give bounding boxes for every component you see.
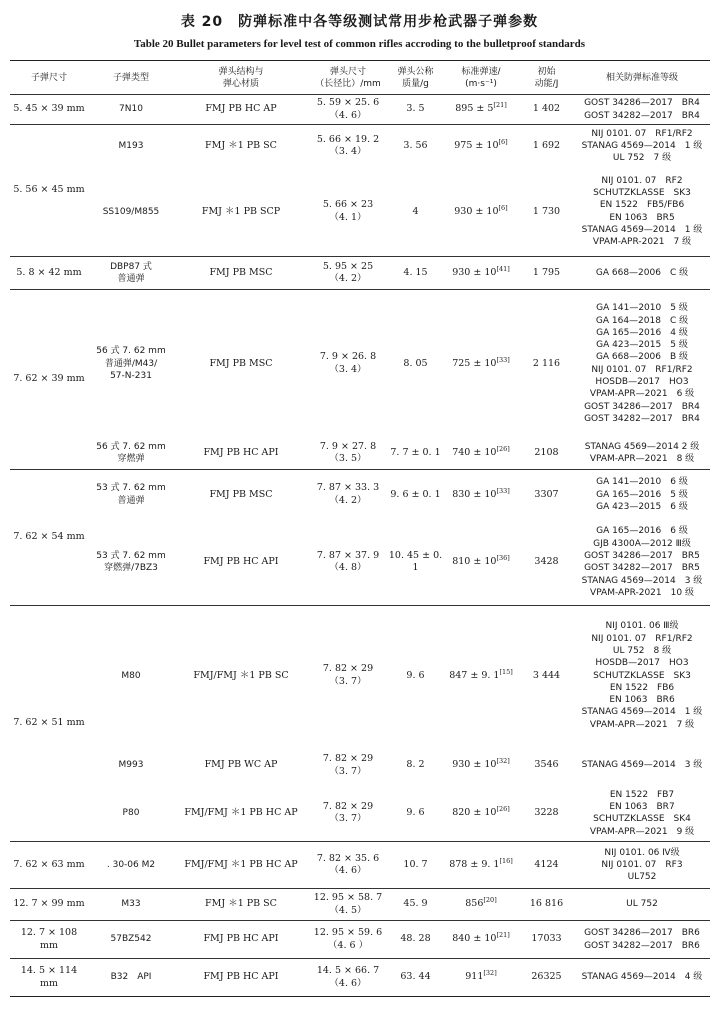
- cell-standards: GA 165—2016 6 级 GJB 4300A—2012 Ⅲ级 GOST 34286—2017 BR5 GOST 34282—2017 BR5 STANAG 4569—2014 3 级 VPAM-APR-2021 10 级: [581, 526, 703, 598]
- cell-standards: GA 141—2010 5 级 GA 164—2018 C 级 GA 165—2016 4 级 GA 423—2015 5 级 GA 668—2006 B 级 NIJ 0101. 07 RF1/RF2 HOSDB—2017 HO3 VPAM-APR—2021 6 级 GOST 34286—2017 BR4 GOST 34282—2017 BR4: [574, 290, 710, 438]
- cell-mass: 63. 44: [388, 959, 443, 997]
- table-row: [10, 125, 710, 168]
- cell-energy: 3546: [534, 759, 559, 771]
- cell-structure: FMJ ＊1 PB SCP: [201, 205, 281, 217]
- cell-structure: FMJ PB MSC: [174, 470, 308, 520]
- cell-mass: 9. 6 ± 0. 1: [388, 470, 443, 520]
- cell-size: 5. 59 × 25. 6 （4. 6）: [308, 95, 388, 125]
- cell-caliber: 14. 5 × 114 mm: [10, 959, 88, 997]
- cell-size: 7. 87 × 33. 3 （4. 2）: [308, 470, 388, 520]
- cell-standards: GOST 34286—2017 BR4 GOST 34282—2017 BR4: [574, 95, 710, 125]
- cell-size: 14. 5 × 66. 7 （4. 6）: [308, 959, 388, 997]
- cell-mass: 7. 7 ± 0. 1: [390, 447, 441, 459]
- cell-size: 12. 95 × 59. 6 （4. 6 ）: [308, 921, 388, 959]
- cell-type: DBP87 式 普通弹: [88, 257, 174, 290]
- cell-standards: NIJ 0101. 07 RF1/RF2 STANAG 4569—2014 1 级 UL 752 7 级: [574, 125, 710, 168]
- cell-standards: STANAG 4569—2014 3 级: [581, 760, 703, 771]
- table-row: [10, 470, 710, 520]
- cell-structure: FMJ/FMJ ＊1 PB HC AP: [184, 807, 298, 819]
- cell-velocity: 911[32]: [443, 959, 519, 997]
- cell-mass: 8. 2: [406, 759, 425, 771]
- cell-type: M33: [88, 889, 174, 921]
- table-row: [10, 168, 710, 257]
- cell-energy: 1 692: [519, 125, 574, 168]
- cell-structure: FMJ PB HC AP: [174, 95, 308, 125]
- cell-energy: 3228: [534, 807, 559, 819]
- cell-size: 12. 95 × 58. 7 （4. 5）: [308, 889, 388, 921]
- cell-structure: FMJ PB HC API: [174, 921, 308, 959]
- table-row: [10, 290, 710, 438]
- cell-type: . 30-06 M2: [88, 842, 174, 889]
- cell-caliber: 5. 56 × 45 mm: [10, 125, 88, 257]
- cell-size: 7. 9 × 26. 8 （3. 4）: [308, 290, 388, 438]
- cell-size: 7. 82 × 29 （3. 7）: [308, 606, 388, 746]
- cell-mass: 9. 6: [406, 807, 425, 819]
- cell-caliber: 7. 62 × 63 mm: [10, 842, 88, 889]
- cell-type: 53 式 7. 62 mm 普通弹: [88, 470, 174, 520]
- cell-caliber: 5. 45 × 39 mm: [10, 95, 88, 125]
- cell-type: M993: [118, 760, 144, 771]
- cell-velocity: 847 ± 9. 1[15]: [443, 606, 519, 746]
- cell-velocity: 820 ± 10[26]: [452, 805, 510, 819]
- header-velocity: 标准弹速/ (m·s⁻¹): [443, 61, 519, 95]
- cell-velocity: 810 ± 10[36]: [452, 554, 510, 568]
- cell-mass: 4: [412, 205, 419, 217]
- header-type: 子弹类型: [88, 61, 174, 95]
- header-structure: 弹头结构与 弹心材质: [174, 61, 308, 95]
- table-title-cn: 表 20 防弹标准中各等级测试常用步枪武器子弹参数: [180, 14, 539, 30]
- cell-type: 56 式 7. 62 mm 穿燃弹: [96, 441, 166, 465]
- cell-velocity: 878 ± 9. 1[16]: [443, 842, 519, 889]
- cell-standards: NIJ 0101. 06 Ⅲ级 NIJ 0101. 07 RF1/RF2 UL 752 8 级 HOSDB—2017 HO3 SCHUTZKLASSE SK3 EN 1522 FB6 EN 1063 BR6 STANAG 4569—2014 1 级 VPAM-APR—2021 7 级: [574, 606, 710, 746]
- header-mass: 弹头公称 质量/g: [388, 61, 443, 95]
- cell-mass: 9. 6: [388, 606, 443, 746]
- cell-velocity: 895 ± 5[21]: [443, 95, 519, 125]
- cell-energy: 17033: [519, 921, 574, 959]
- cell-mass: 10. 7: [388, 842, 443, 889]
- cell-caliber: 12. 7 × 99 mm: [10, 889, 88, 921]
- cell-standards: STANAG 4569—2014 2 级 VPAM-APR—2021 8 级: [584, 441, 700, 465]
- cell-caliber: 7. 62 × 51 mm: [10, 606, 88, 842]
- header-caliber: 子弹尺寸: [10, 61, 88, 95]
- cell-velocity: 840 ± 10[21]: [443, 921, 519, 959]
- table-row: [10, 842, 710, 889]
- cell-standards: GA 668—2006 C 级: [574, 257, 710, 290]
- cell-velocity: 930 ± 10[41]: [443, 257, 519, 290]
- cell-caliber: 12. 7 × 108 mm: [10, 921, 88, 959]
- cell-size: 5. 66 × 23 （4. 1）: [322, 199, 374, 223]
- table-row: [10, 889, 710, 921]
- cell-structure: FMJ PB HC API: [203, 447, 279, 459]
- cell-size: 7. 82 × 29 （3. 7）: [322, 753, 374, 777]
- cell-energy: 2 116: [519, 290, 574, 438]
- cell-type: 53 式 7. 62 mm 穿燃弹/7BZ3: [96, 550, 166, 574]
- header-size: 弹头尺寸 （长径比）/mm: [308, 61, 388, 95]
- cell-energy: 1 730: [532, 205, 561, 217]
- cell-standards: STANAG 4569—2014 4 级: [574, 959, 710, 997]
- cell-energy: 3428: [534, 556, 559, 568]
- cell-energy: 4124: [519, 842, 574, 889]
- cell-standards: NIJ 0101. 06 Ⅳ级 NIJ 0101. 07 RF3 UL752: [574, 842, 710, 889]
- cell-energy: 2108: [534, 447, 559, 459]
- table-row: [10, 95, 710, 125]
- cell-mass: 3. 56: [388, 125, 443, 168]
- table-row: [10, 257, 710, 290]
- cell-energy: 1 402: [519, 95, 574, 125]
- cell-type: 7N10: [88, 95, 174, 125]
- cell-standards: GA 141—2010 6 级 GA 165—2016 5 级 GA 423—2015 6 级: [574, 470, 710, 520]
- cell-mass: 4. 15: [388, 257, 443, 290]
- cell-velocity: 975 ± 10[6]: [443, 125, 519, 168]
- cell-energy: 16 816: [519, 889, 574, 921]
- cell-standards: EN 1522 FB7 EN 1063 BR7 SCHUTZKLASSE SK4 VPAM-APR—2021 9 级: [589, 789, 695, 837]
- cell-mass: 3. 5: [388, 95, 443, 125]
- cell-type: M80: [88, 606, 174, 746]
- cell-standards: NIJ 0101. 07 RF2 SCHUTZKLASSE SK3 EN 1522 FB5/FB6 EN 1063 BR5 STANAG 4569—2014 1 级 VPAM-APR-2021 7 级: [581, 175, 703, 248]
- cell-type: 56 式 7. 62 mm 普通弹/M43/ 57-N-231: [88, 290, 174, 438]
- header-energy: 初始 动能/J: [519, 61, 574, 95]
- cell-size: 7. 87 × 37. 9 （4. 8）: [316, 549, 380, 574]
- header-standards: 相关防弹标准等级: [574, 61, 710, 95]
- cell-type: SS109/M855: [102, 206, 160, 217]
- cell-structure: FMJ PB HC API: [203, 556, 279, 568]
- table-row: [10, 606, 710, 746]
- cell-caliber: 5. 8 × 42 mm: [10, 257, 88, 290]
- table-title-en: Table 20 Bullet parameters for level test of common rifles accroding to the bulletproof standards: [133, 38, 586, 50]
- table-row: [10, 786, 710, 842]
- bullet-parameter-table: [10, 60, 710, 997]
- cell-structure: FMJ/FMJ ＊1 PB HC AP: [174, 842, 308, 889]
- cell-size: 7. 82 × 35. 6 （4. 6）: [308, 842, 388, 889]
- cell-structure: FMJ ＊1 PB SC: [174, 889, 308, 921]
- cell-velocity: 725 ± 10[33]: [443, 290, 519, 438]
- cell-size: 7. 82 × 29 （3. 7）: [322, 800, 374, 825]
- cell-size: 7. 9 × 27. 8 （3. 5）: [319, 440, 377, 465]
- cell-energy: 3 444: [519, 606, 574, 746]
- cell-velocity: 856[20]: [443, 889, 519, 921]
- cell-type: B32 API: [88, 959, 174, 997]
- header-row: [10, 61, 710, 95]
- cell-mass: 8. 05: [388, 290, 443, 438]
- cell-velocity: 830 ± 10[33]: [443, 470, 519, 520]
- cell-mass: 10. 45 ± 0. 1: [388, 549, 443, 574]
- table-row: [10, 921, 710, 959]
- cell-size: 5. 95 × 25 （4. 2）: [308, 257, 388, 290]
- cell-velocity: 740 ± 10[26]: [452, 445, 510, 459]
- cell-standards: GOST 34286—2017 BR6 GOST 34282—2017 BR6: [574, 921, 710, 959]
- cell-standards: UL 752: [574, 889, 710, 921]
- table-row: [10, 959, 710, 997]
- cell-structure: FMJ PB MSC: [174, 257, 308, 290]
- cell-caliber: 7. 62 × 54 mm: [10, 470, 88, 606]
- cell-energy: 3307: [519, 470, 574, 520]
- cell-structure: FMJ PB WC AP: [204, 759, 278, 771]
- cell-type: M193: [88, 125, 174, 168]
- cell-caliber: 7. 62 × 39 mm: [10, 290, 88, 470]
- cell-type: 57BZ542: [88, 921, 174, 959]
- cell-energy: 1 795: [519, 257, 574, 290]
- table-row: [10, 520, 710, 606]
- cell-structure: FMJ PB MSC: [174, 290, 308, 438]
- cell-type: P80: [122, 808, 140, 819]
- cell-velocity: 930 ± 10[32]: [452, 757, 510, 771]
- cell-structure: FMJ/FMJ ＊1 PB SC: [174, 606, 308, 746]
- table-row: [10, 438, 710, 470]
- cell-structure: FMJ ＊1 PB SC: [174, 125, 308, 168]
- cell-energy: 26325: [519, 959, 574, 997]
- cell-mass: 48. 28: [388, 921, 443, 959]
- table-row: [10, 746, 710, 786]
- cell-mass: 45. 9: [388, 889, 443, 921]
- cell-structure: FMJ PB HC API: [174, 959, 308, 997]
- cell-size: 5. 66 × 19. 2 （3. 4）: [308, 125, 388, 168]
- cell-velocity: 930 ± 10[6]: [454, 203, 508, 217]
